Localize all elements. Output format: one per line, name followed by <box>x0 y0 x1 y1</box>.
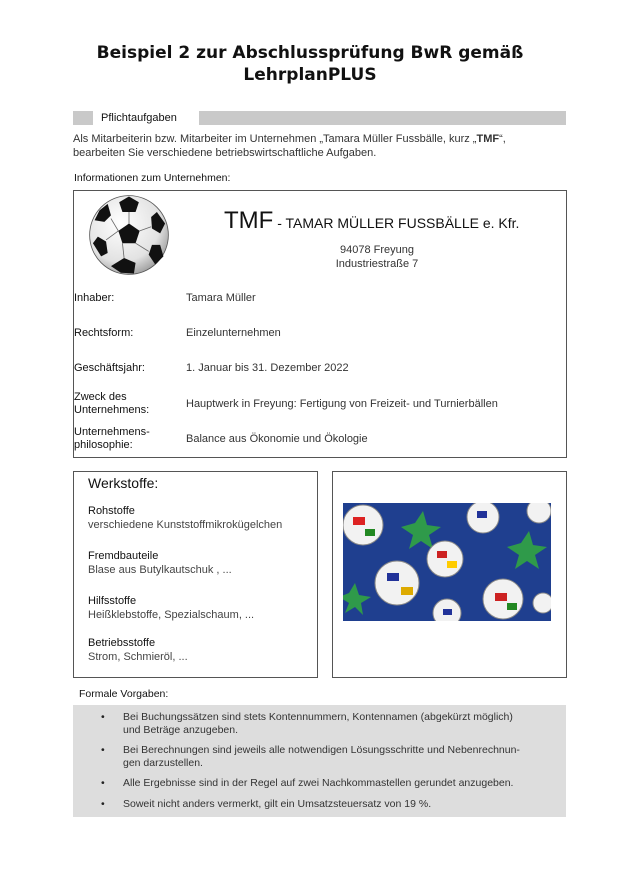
werkstoff-item <box>88 594 254 622</box>
formale-item: • Soweit nicht anders vermerkt, gilt ein Umsatzsteuersatz von 19 %. <box>101 798 432 810</box>
info-value: Hauptwerk in Freyung: Fertigung von Freizeit- und Turnierbällen <box>186 398 498 410</box>
intro-line1-end: “, <box>499 133 506 145</box>
formale-item: • Bei Berechnungen sind jeweils alle notwendigen Lösungsschritte und Nebenrechnun- gen darzustellen. <box>101 744 520 769</box>
info-key: Geschäftsjahr: <box>74 362 145 374</box>
info-key: Unternehmens- philosophie: <box>74 426 150 451</box>
werkstoff-detail: Strom, Schmieröl, ... <box>88 651 188 663</box>
info-value: 1. Januar bis 31. Dezember 2022 <box>186 362 349 374</box>
formale-heading: Formale Vorgaben: <box>79 688 169 700</box>
werkstoff-item <box>88 549 232 577</box>
company-address <box>292 243 462 271</box>
bullet-dot: • <box>101 744 105 756</box>
werkstoff-item <box>88 636 188 664</box>
werkstoff-detail: Blase aus Butylkautschuk , ... <box>88 564 232 576</box>
werkstoffe-box <box>73 471 318 678</box>
info-key: Inhaber: <box>74 292 115 304</box>
werkstoff-detail: verschiedene Kunststoffmikrokügelchen <box>88 519 283 531</box>
info-value: Einzelunternehmen <box>186 327 281 339</box>
soccer-ball-icon <box>88 194 170 276</box>
company-street: Industriestraße 7 <box>335 258 419 270</box>
formale-item: • Alle Ergebnisse sind in der Regel auf zwei Nachkommastellen gerundet anzugeben. <box>101 777 514 789</box>
werkstoff-detail: Heißklebstoffe, Spezialschaum, ... <box>88 609 255 621</box>
info-key: Zweck des Unternehmens: <box>74 391 150 416</box>
werkstoff-heading: Betriebsstoffe <box>88 637 156 649</box>
page-title-line1: Beispiel 2 zur Abschlussprüfung BwR gemäß <box>96 43 524 63</box>
section-label: Pflichtaufgaben <box>101 112 177 124</box>
company-info-heading: Informationen zum Unternehmen: <box>74 172 231 184</box>
info-key: Rechtsform: <box>74 327 134 339</box>
bullet-dot: • <box>101 711 105 723</box>
werkstoffe-title: Werkstoffe: <box>88 475 159 491</box>
page-title <box>0 42 620 86</box>
formale-item: • Bei Buchungssätzen sind stets Kontennummern, Kontennamen (abgekürzt möglich) und Beträge anzugeben. <box>101 711 513 736</box>
section-bar-left <box>73 111 93 125</box>
intro-line1: Als Mitarbeiterin bzw. Mitarbeiter im Unternehmen „Tamara Müller Fussbälle, kurz „ <box>73 133 477 145</box>
intro-text <box>73 132 573 160</box>
company-abbr: TMF <box>224 207 274 234</box>
werkstoff-heading: Rohstoffe <box>88 505 135 517</box>
werkstoff-heading: Hilfsstoffe <box>88 595 137 607</box>
formale-box <box>73 705 566 817</box>
info-value: Tamara Müller <box>186 292 256 304</box>
company-zip-city: 94078 Freyung <box>340 244 414 256</box>
company-info-box <box>73 190 567 458</box>
bullet-dot: • <box>101 777 105 789</box>
werkstoff-heading: Fremdbauteile <box>88 550 159 562</box>
section-bar <box>73 111 566 125</box>
info-value: Balance aus Ökonomie und Ökologie <box>186 433 368 445</box>
soccer-fabric-photo <box>343 503 551 621</box>
intro-tmf: TMF <box>476 133 500 145</box>
company-fullname: - TAMAR MÜLLER FUSSBÄLLE e. Kfr. <box>273 215 520 231</box>
section-bar-right <box>199 111 566 125</box>
company-name <box>224 207 519 235</box>
page-title-line2: LehrplanPLUS <box>243 65 377 85</box>
intro-line2: bearbeiten Sie verschiedene betriebswirtschaftliche Aufgaben. <box>73 147 377 159</box>
image-box <box>332 471 567 678</box>
bullet-dot: • <box>101 798 105 810</box>
werkstoff-item <box>88 504 282 532</box>
